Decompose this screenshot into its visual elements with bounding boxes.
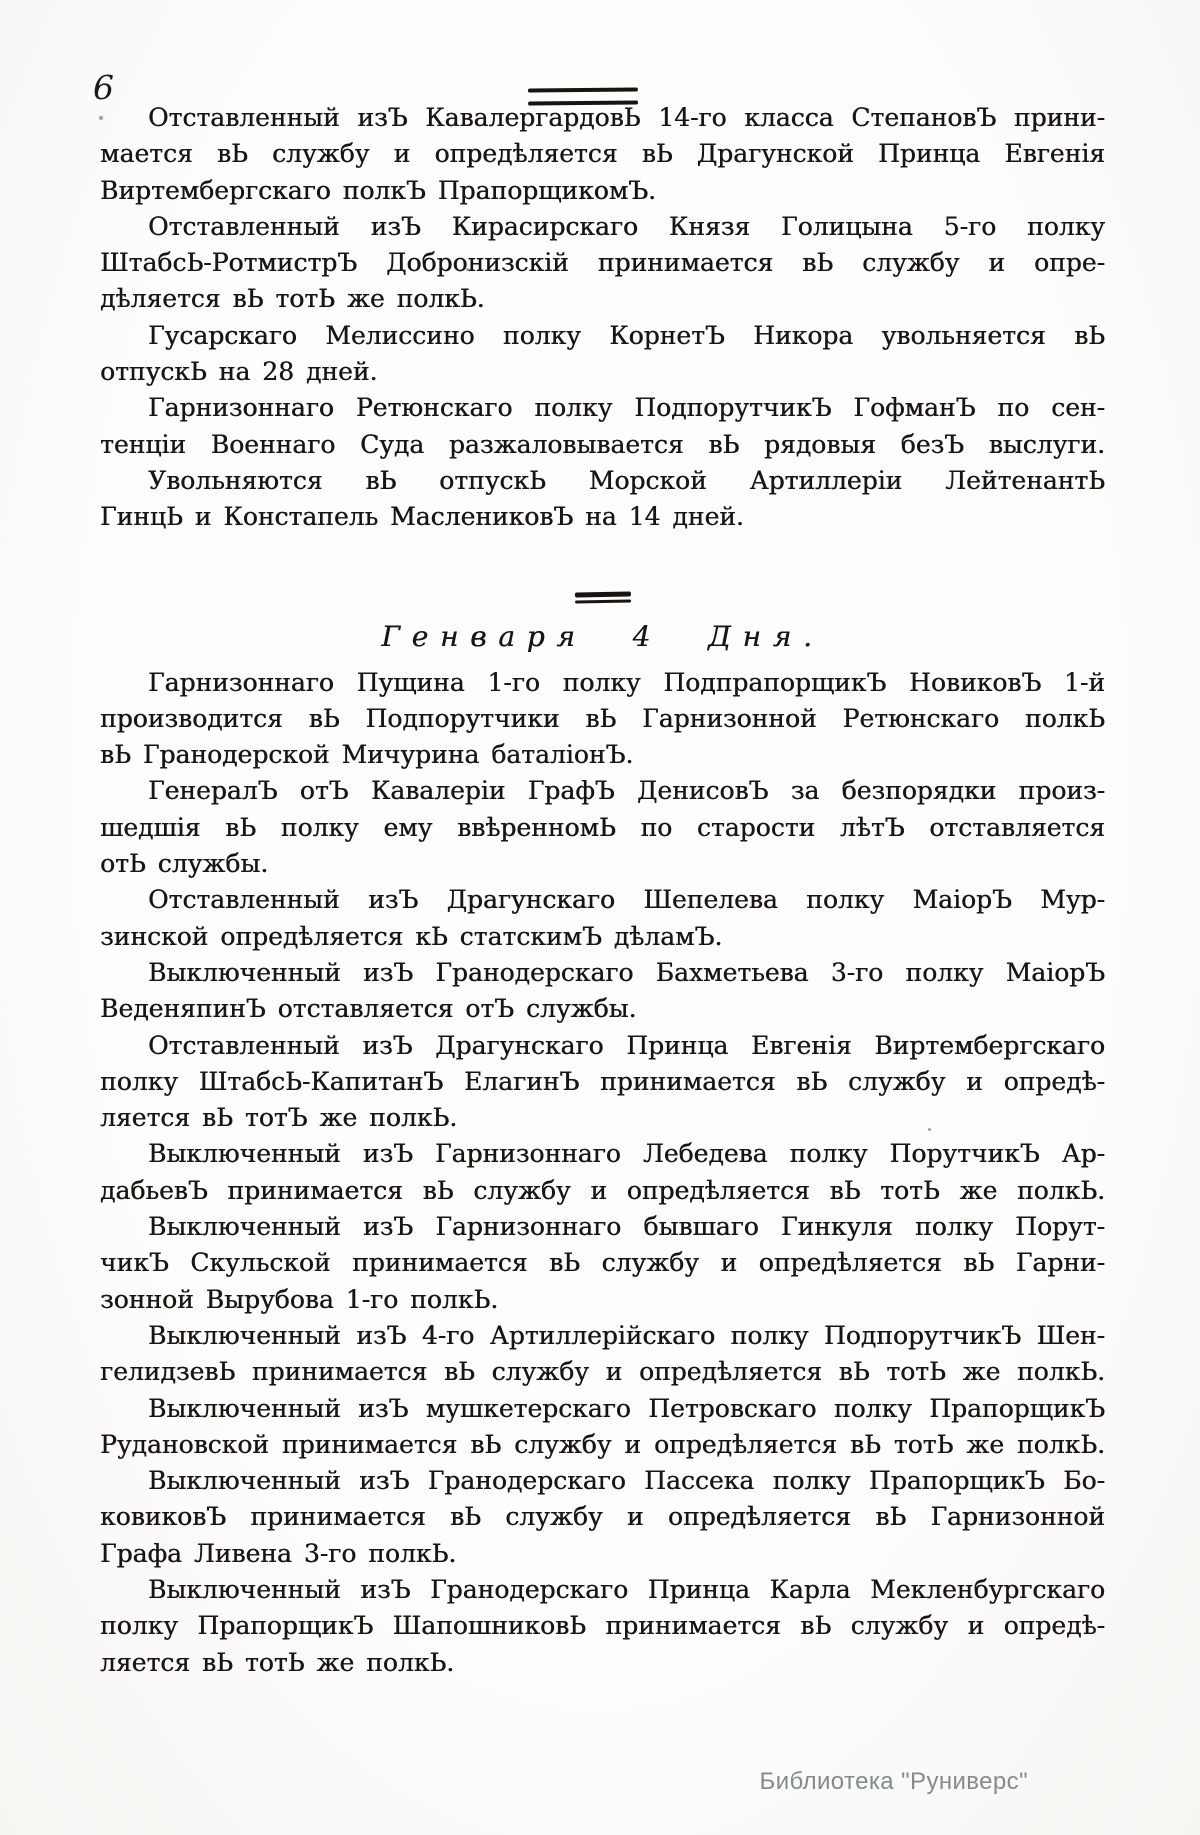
text-line: отпускЬ на 28 дней. (100, 357, 378, 387)
text-line: ляется вЬ тотЪ же полкЬ. (100, 1103, 458, 1133)
text-line: Выключенный изЪ Гранодерскаго Принца Карла Мекленбургскаго (148, 1574, 1105, 1604)
paragraph (100, 1391, 1105, 1464)
text-line: Выключенный изЪ 4-го Артиллерійскаго полку ПодпорутчикЪ Шен- (148, 1320, 1105, 1350)
paragraph (100, 1572, 1105, 1681)
paragraph (100, 1209, 1105, 1318)
text-line: полку ШтабсЬ-КапитанЪ ЕлагинЪ принимается вЬ службу и опредѣ- (100, 1066, 1105, 1096)
text-line: дабьевЪ принимается вЬ службу и опредѣляется вЬ тотЬ же полкЬ. (100, 1175, 1105, 1205)
text-line: мается вЬ службу и опредѣляется вЬ Драгунской Принца Евгенія (100, 139, 1105, 169)
text-line: Рудановской принимается вЬ службу и опредѣляется вЬ тотЬ же полкЬ. (100, 1429, 1105, 1459)
text-line: ВеденяпинЪ отставляется отЪ службы. (100, 994, 637, 1024)
paragraph (100, 1028, 1105, 1137)
text-line: Гарнизоннаго Пущина 1-го полку ПодпрапорщикЪ НовиковЪ 1-й (148, 667, 1105, 697)
text-line: Гусарскаго Мелиссино полку КорнетЪ Никора увольняется вЬ (148, 320, 1105, 350)
text-line: Выключенный изЪ Гарнизоннаго бывшаго Гинкуля полку Порут- (148, 1212, 1105, 1242)
text-line: ковиковЪ принимается вЬ службу и опредѣляется вЬ Гарнизонной (100, 1502, 1105, 1532)
text-block (100, 100, 1105, 1681)
text-line: Гарнизоннаго Ретюнскаго полку ПодпорутчикЪ ГофманЪ по сен- (148, 393, 1105, 423)
paragraph (100, 100, 1105, 209)
text-line: Виртембергскаго полкЪ ПрапорщикомЪ. (100, 175, 656, 205)
paragraph (100, 318, 1105, 391)
date-heading: Генваря 4 Дня. (381, 619, 824, 653)
page-number: 6 (93, 68, 114, 107)
paragraph (100, 882, 1105, 955)
text-line: шедшія вЬ полку ему ввѣренномЬ по старости лѣтЪ отставляется (100, 812, 1105, 842)
paragraph (100, 1318, 1105, 1391)
paragraph (100, 209, 1105, 318)
paragraph (100, 390, 1105, 463)
text-line: зинской опредѣляется кЬ статскимЪ дѣламЪ. (100, 921, 723, 951)
text-line: Выключенный изЪ мушкетерскаго Петровскаго полку ПрапорщикЪ (148, 1393, 1105, 1423)
text-line: гелидзевЬ принимается вЬ службу и опредѣляется вЬ тотЬ же полкЬ. (100, 1357, 1105, 1387)
text-line: Отставленный изЪ Драгунскаго Шепелева полку МаіорЪ Мур- (148, 885, 1105, 915)
text-line: Увольняются вЬ отпускЬ Морской Артиллеріи ЛейтенантЬ (148, 465, 1105, 495)
text-line: ГинцЬ и Констапель МаслениковЪ на 14 дней. (100, 502, 744, 532)
text-line: Графа Ливена 3-го полкЬ. (100, 1538, 457, 1568)
text-line: зонной Вырубова 1-го полкЬ. (100, 1284, 499, 1314)
text-line: Отставленный изЪ Драгунскаго Принца Евгенія Виртембергскаго (148, 1030, 1105, 1060)
text-line: дѣляется вЬ тотЬ же полкЬ. (100, 284, 485, 314)
text-line: Выключенный изЪ Гранодерскаго Бахметьева 3-го полку МаіорЪ (148, 957, 1105, 987)
rule-line (574, 591, 630, 597)
text-line: Отставленный изЪ Кирасирскаго Князя Голицына 5-го полку (148, 211, 1105, 241)
text-line: Выключенный изЪ Гранодерскаго Пассека полку ПрапорщикЪ Бо- (148, 1466, 1105, 1496)
text-line: производится вЬ Подпорутчики вЬ Гарнизонной Ретюнскаго полкЬ (100, 703, 1105, 733)
library-watermark: Библиотека "Руниверс" (759, 1768, 1028, 1795)
paragraph (100, 463, 1105, 536)
paragraph (100, 1136, 1105, 1209)
text-line: ляется вЬ тотЬ же полкЬ. (100, 1647, 455, 1677)
paragraph (100, 773, 1105, 882)
section-divider (574, 591, 630, 603)
rule-line (528, 87, 638, 92)
text-line: ГенералЪ отЪ Кавалеріи ГрафЪ ДенисовЪ за безпорядки произ- (148, 776, 1105, 806)
text-line: Отставленный изЪ КавалергардовЬ 14-го класса СтепановЪ прини- (148, 103, 1105, 132)
paragraph (100, 1463, 1105, 1572)
paragraph (100, 665, 1105, 774)
text-line: полку ПрапорщикЪ ШапошниковЬ принимается вЬ службу и опредѣ- (100, 1611, 1105, 1641)
text-line: отЬ службы. (100, 849, 269, 879)
text-line: вЬ Гранодерской Мичурина баталіонЪ. (100, 740, 634, 770)
text-line: ШтабсЬ-РотмистрЪ Добронизскій принимается вЬ службу и опре- (100, 248, 1105, 278)
paragraph (100, 955, 1105, 1028)
text-line: тенціи Военнаго Суда разжаловывается вЬ рядовыя безЪ выслуги. (100, 429, 1105, 459)
text-line: Выключенный изЪ Гарнизоннаго Лебедева полку ПорутчикЪ Ар- (148, 1139, 1105, 1169)
text-line: чикЪ Скульской принимается вЬ службу и опредѣляется вЬ Гарни- (100, 1248, 1105, 1278)
rule-line (575, 599, 631, 603)
